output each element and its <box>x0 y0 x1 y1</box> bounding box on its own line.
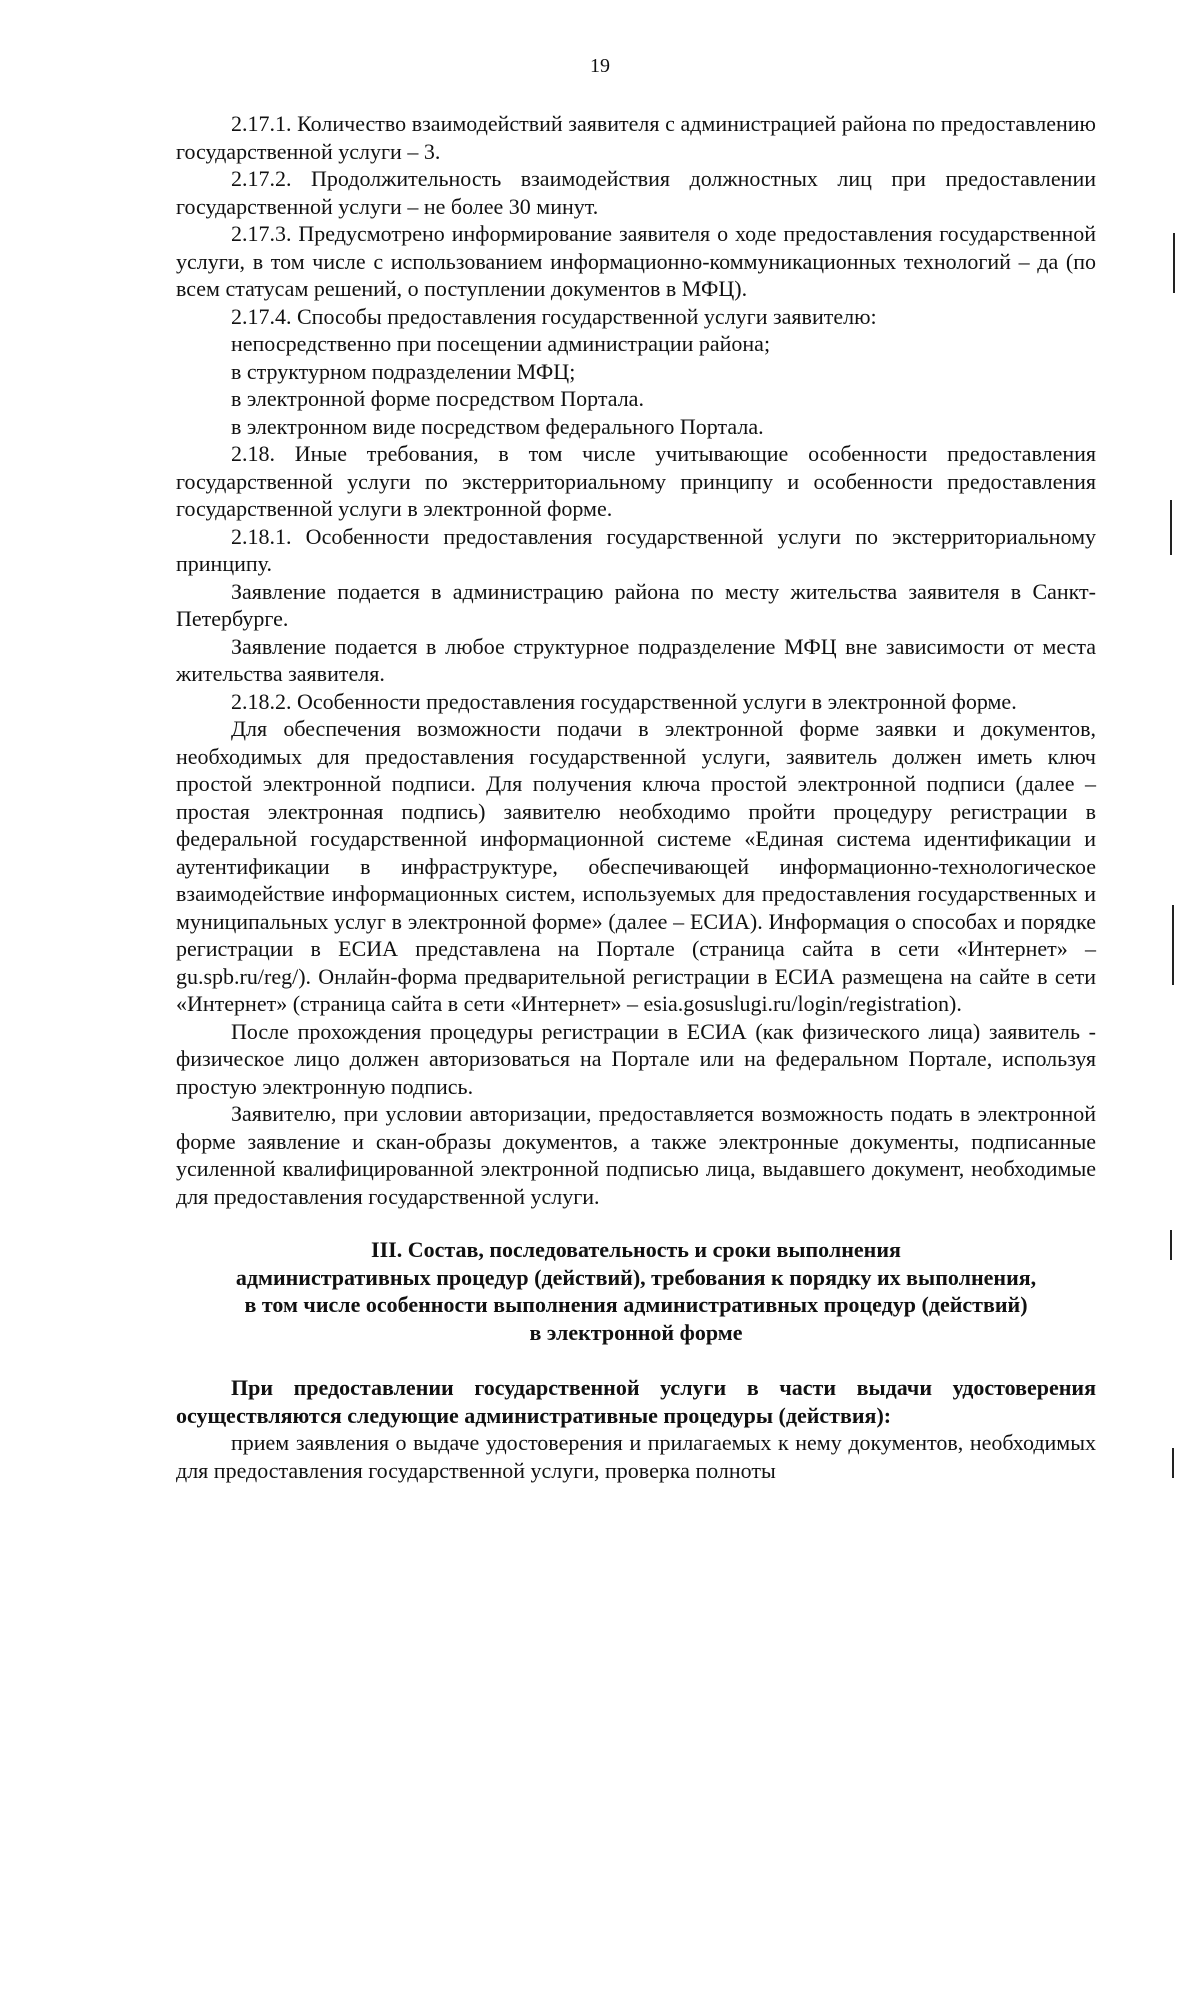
paragraph-2-17-2: 2.17.2. Продолжительность взаимодействия должностных лиц при предоставлении государственной услуги – не более 30 минут. <box>176 166 1096 219</box>
scan-mark <box>1170 500 1172 555</box>
paragraph-procedure: прием заявления о выдаче удостоверения и прилагаемых к нему документов, необходимых для предоставления государственной услуги, проверка полноты <box>176 1430 1096 1483</box>
section-heading-line: в электронной форме <box>529 1319 743 1345</box>
scan-mark <box>1173 233 1175 293</box>
paragraph-2-18-2: 2.18.2. Особенности предоставления государственной услуги в электронной форме. <box>231 688 1017 714</box>
list-item: в структурном подразделении МФЦ; <box>231 358 576 384</box>
list-item: в электронной форме посредством Портала. <box>231 386 644 411</box>
paragraph-2-18-1: 2.18.1. Особенности предоставления государственной услуги по экстерриториальному принципу. <box>176 523 1096 576</box>
page-number: 19 <box>590 55 610 77</box>
section-heading-line: III. Состав, последовательность и сроки выполнения <box>371 1237 901 1262</box>
paragraph-esia: Для обеспечения возможности подачи в электронной форме заявки и документов, необходимых для предоставления государственной услуги, заявитель должен иметь ключ простой электронной подписи. Для получения ключа простой электронной подписи (далее – простая электронная подпись) заявителю необходимо пройти процедуру регистрации в федеральной государственной информационной системе «Единая система идентификации и аутентификации в инфраструктуре, обеспечивающей информационно-технологическое взаимодействие информационных систем, используемых для предоставления государственных и муниципальных услуг в электронной форме» (далее – ЕСИА). Информация о способах и порядке регистрации в ЕСИА представлена на Портале (страница сайта в сети «Интернет» – gu.spb.ru/reg/). Онлайн-форма предварительной регистрации в ЕСИА размещена на сайте в сети «Интернет» (страница сайта в сети «Интернет» – esia.gosuslugi.ru/login/registration). <box>176 716 1096 1016</box>
paragraph-2-17-3: 2.17.3. Предусмотрено информирование заявителя о ходе предоставления государственной услуги, в том числе с использованием информационно-коммуникационных технологий – да (по всем статусам решений, о поступлении документов в МФЦ). <box>176 221 1096 301</box>
list-item: в электронном виде посредством федерального Портала. <box>231 413 764 439</box>
list-item: непосредственно при посещении администрации района; <box>231 331 771 356</box>
section-heading <box>176 1236 1096 1346</box>
document-body <box>176 110 1096 1484</box>
scan-mark <box>1172 905 1174 985</box>
procedures-intro: При предоставлении государственной услуги в части выдачи удостоверения осуществляются следующие административные процедуры (действия): <box>176 1375 1096 1428</box>
paragraph-registration: После прохождения процедуры регистрации в ЕСИА (как физического лица) заявитель - физическое лицо должен авторизоваться на Портале или на федеральном Портале, используя простую электронную подпись. <box>176 1018 1096 1099</box>
paragraph-2-18: 2.18. Иные требования, в том числе учитывающие особенности предоставления государственной услуги по экстерриториальному принципу и особенности предоставления государственной услуги в электронной форме. <box>176 441 1096 521</box>
section-heading-line: административных процедур (действий), требования к порядку их выполнения, <box>235 1264 1037 1290</box>
paragraph-2-17-1: 2.17.1. Количество взаимодействий заявителя с администрацией района по предоставлению государственной услуги – 3. <box>176 111 1096 164</box>
paragraph: Заявление подается в любое структурное подразделение МФЦ вне зависимости от места жительства заявителя. <box>176 633 1096 686</box>
paragraph-2-17-4: 2.17.4. Способы предоставления государственной услуги заявителю: <box>231 303 877 329</box>
paragraph-authorization: Заявителю, при условии авторизации, предоставляется возможность подать в электронной форме заявление и скан-образы документов, а также электронные документы, подписанные усиленной квалифицированной электронной подписью лица, выдавшего документ, необходимые для предоставления государственной услуги. <box>176 1101 1096 1209</box>
scan-mark <box>1172 1448 1174 1478</box>
paragraph: Заявление подается в администрацию района по месту жительства заявителя в Санкт-Петербурге. <box>176 578 1096 631</box>
scan-mark <box>1170 1230 1172 1260</box>
section-heading-line: в том числе особенности выполнения административных процедур (действий) <box>244 1292 1028 1317</box>
